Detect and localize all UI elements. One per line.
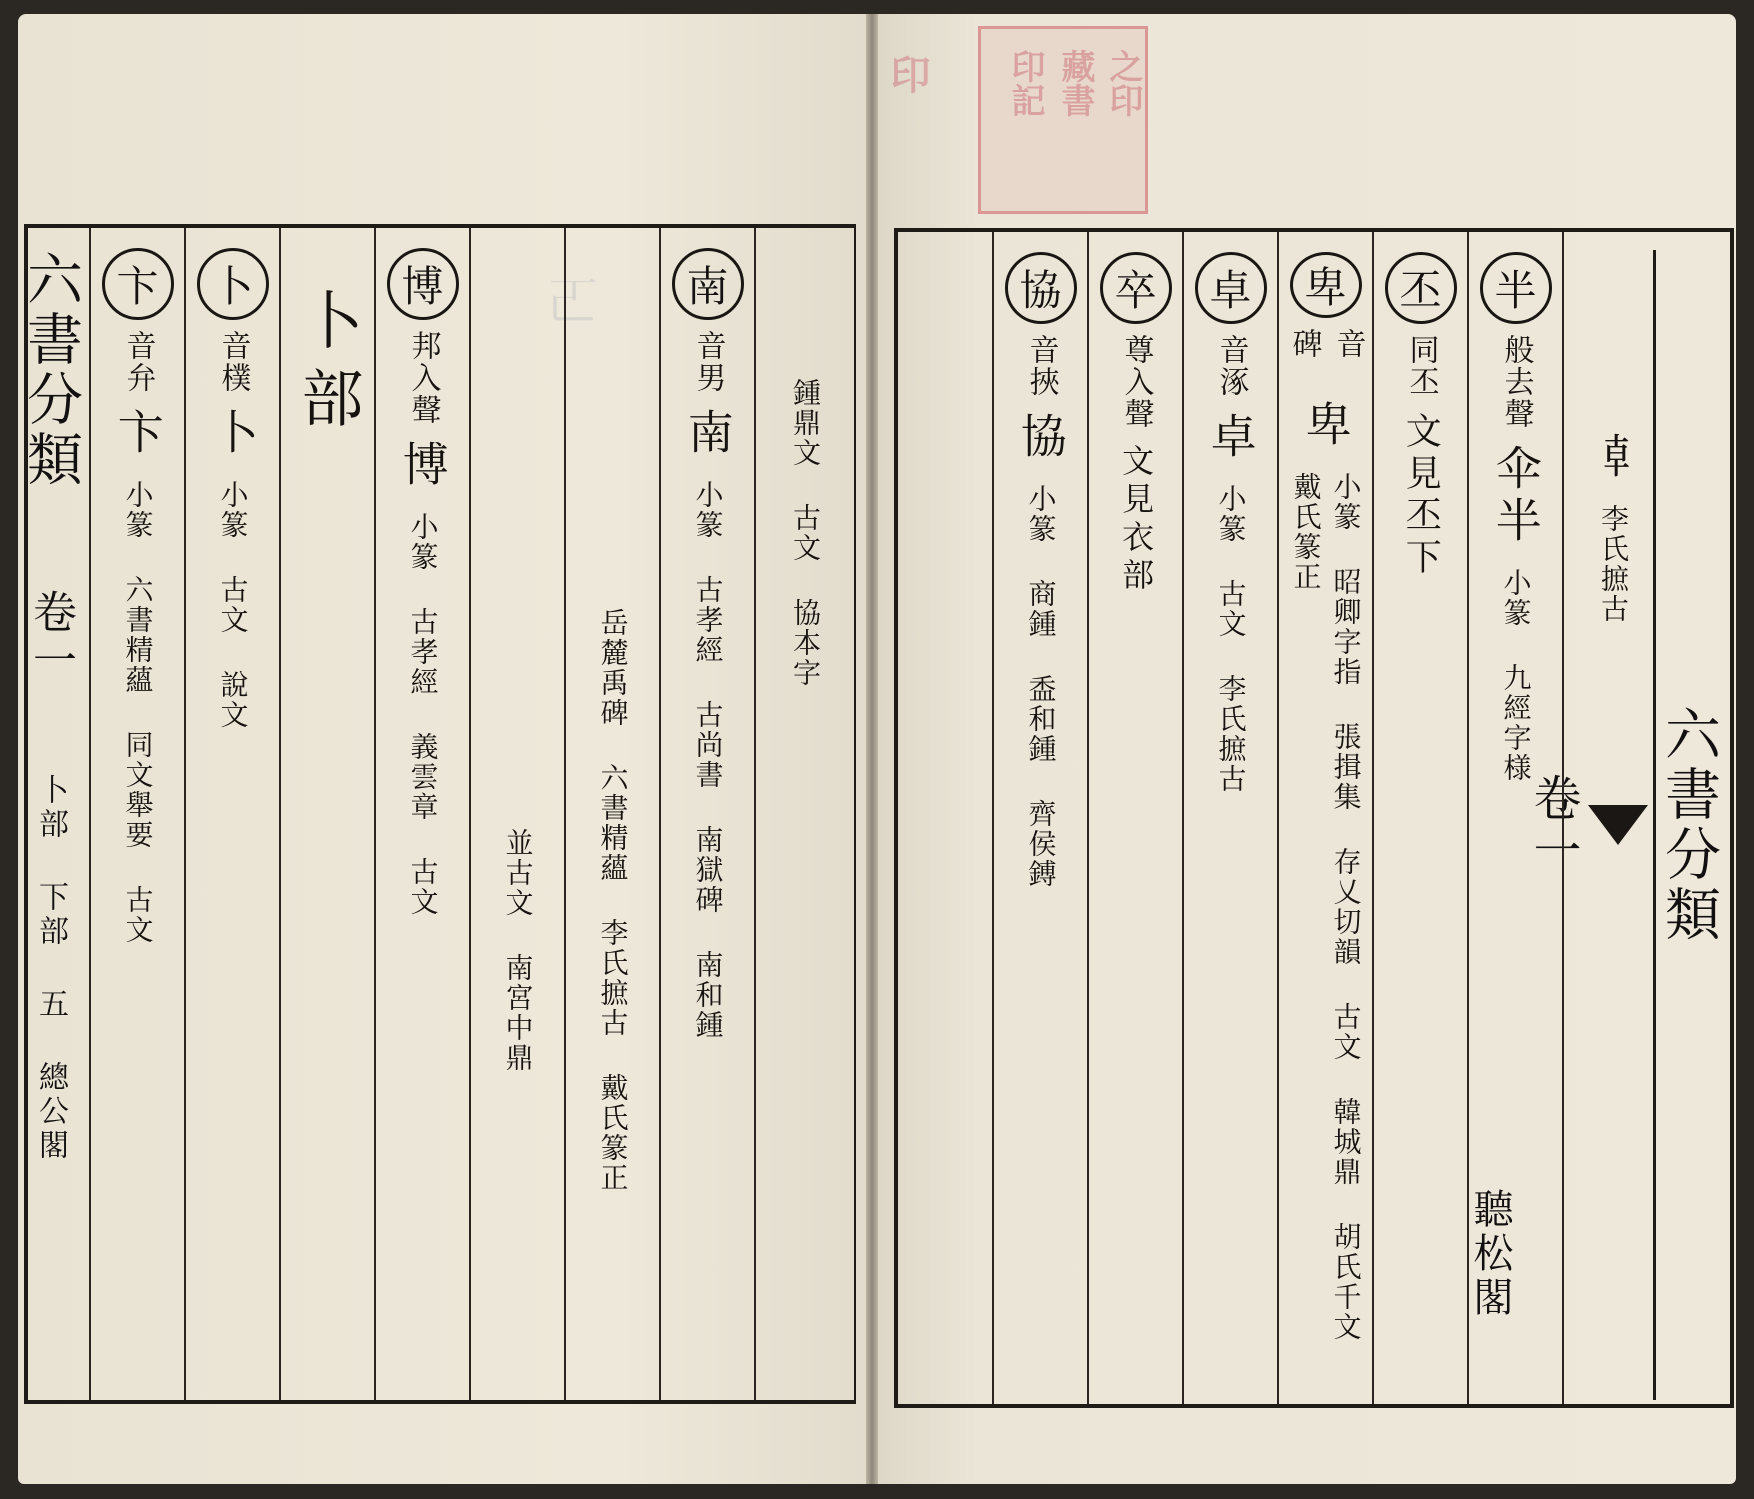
head-character: 卞 <box>102 248 174 320</box>
right-columns <box>898 232 1662 1404</box>
head-character: 協 <box>1005 252 1077 324</box>
column: 鍾鼎文 古文 協本字 <box>754 228 854 1400</box>
left-page: 𠀀 六書分類 卷一 卜部 下部 五 總公閣 鍾鼎文 古文 協本字 南 音男 南 小篆 古孝經 古尚書 南獄碑 南和鍾 岳麓禹碑 六書精蘊 李氏摭古 戴氏篆正 並古文 南宮中鼎 博 邦入聲 博 小篆 古孝經 義雲章 古文 卜部 卜 音樸 卜 小篆 古文 說文 卞 音弁 卞 小篆 六書精蘊 同文舉要 古文 <box>18 14 870 1484</box>
head-character: 卑 <box>1290 252 1362 318</box>
head-character: 卒 <box>1100 252 1172 324</box>
seal-mark: 印 <box>884 54 931 94</box>
open-book <box>18 14 1736 1484</box>
column <box>279 228 374 1400</box>
column: 卒 尊入聲 文見衣部 <box>1087 232 1182 1404</box>
head-character: 博 <box>387 248 459 320</box>
head-character: 半 <box>1480 252 1552 324</box>
section-title: 卜部 <box>291 288 364 444</box>
column: 南 音男 南 小篆 古孝經 古尚書 南獄碑 南和鍾 <box>659 228 754 1400</box>
head-character: 南 <box>672 248 744 320</box>
head-character: 卓 <box>1195 252 1267 324</box>
left-columns <box>18 228 854 1400</box>
head-character: 卜 <box>197 248 269 320</box>
column: 卓 音涿 卓 小篆 古文 李氏摭古 <box>1182 232 1277 1404</box>
column: 𠦝 李氏摭古 <box>1562 232 1662 1404</box>
column: 半 般去聲 伞半 小篆 九經字様 <box>1467 232 1562 1404</box>
right-margin-title: 六書分類 卷一 聽松閣 <box>1653 250 1728 1400</box>
seal-stamp: 印記 藏書 之印 <box>978 26 1148 214</box>
left-margin-title: 六書分類 卷一 卜部 下部 五 總公閣 <box>18 250 83 1163</box>
column: 卞 音弁 卞 小篆 六書精蘊 同文舉要 古文 <box>89 228 184 1400</box>
column: 博 邦入聲 博 小篆 古孝經 義雲章 古文 <box>374 228 469 1400</box>
head-character: 丕 <box>1385 252 1457 324</box>
column: 岳麓禹碑 六書精蘊 李氏摭古 戴氏篆正 <box>564 228 659 1400</box>
column: 卜 音樸 卜 小篆 古文 說文 <box>184 228 279 1400</box>
column: 協 音挾 協 小篆 商鍾 盉和鍾 齊侯鎛 <box>992 232 1087 1404</box>
column: 卑 音碑 卑 小篆 昭卿字指 張揖集 存乂切韻 古文 韓城鼎 胡氏千文 戴氏篆正 <box>1277 232 1372 1404</box>
book-gutter <box>866 14 878 1484</box>
column: 丕 同丕 文見丕下 <box>1372 232 1467 1404</box>
column: 並古文 南宮中鼎 <box>469 228 564 1400</box>
